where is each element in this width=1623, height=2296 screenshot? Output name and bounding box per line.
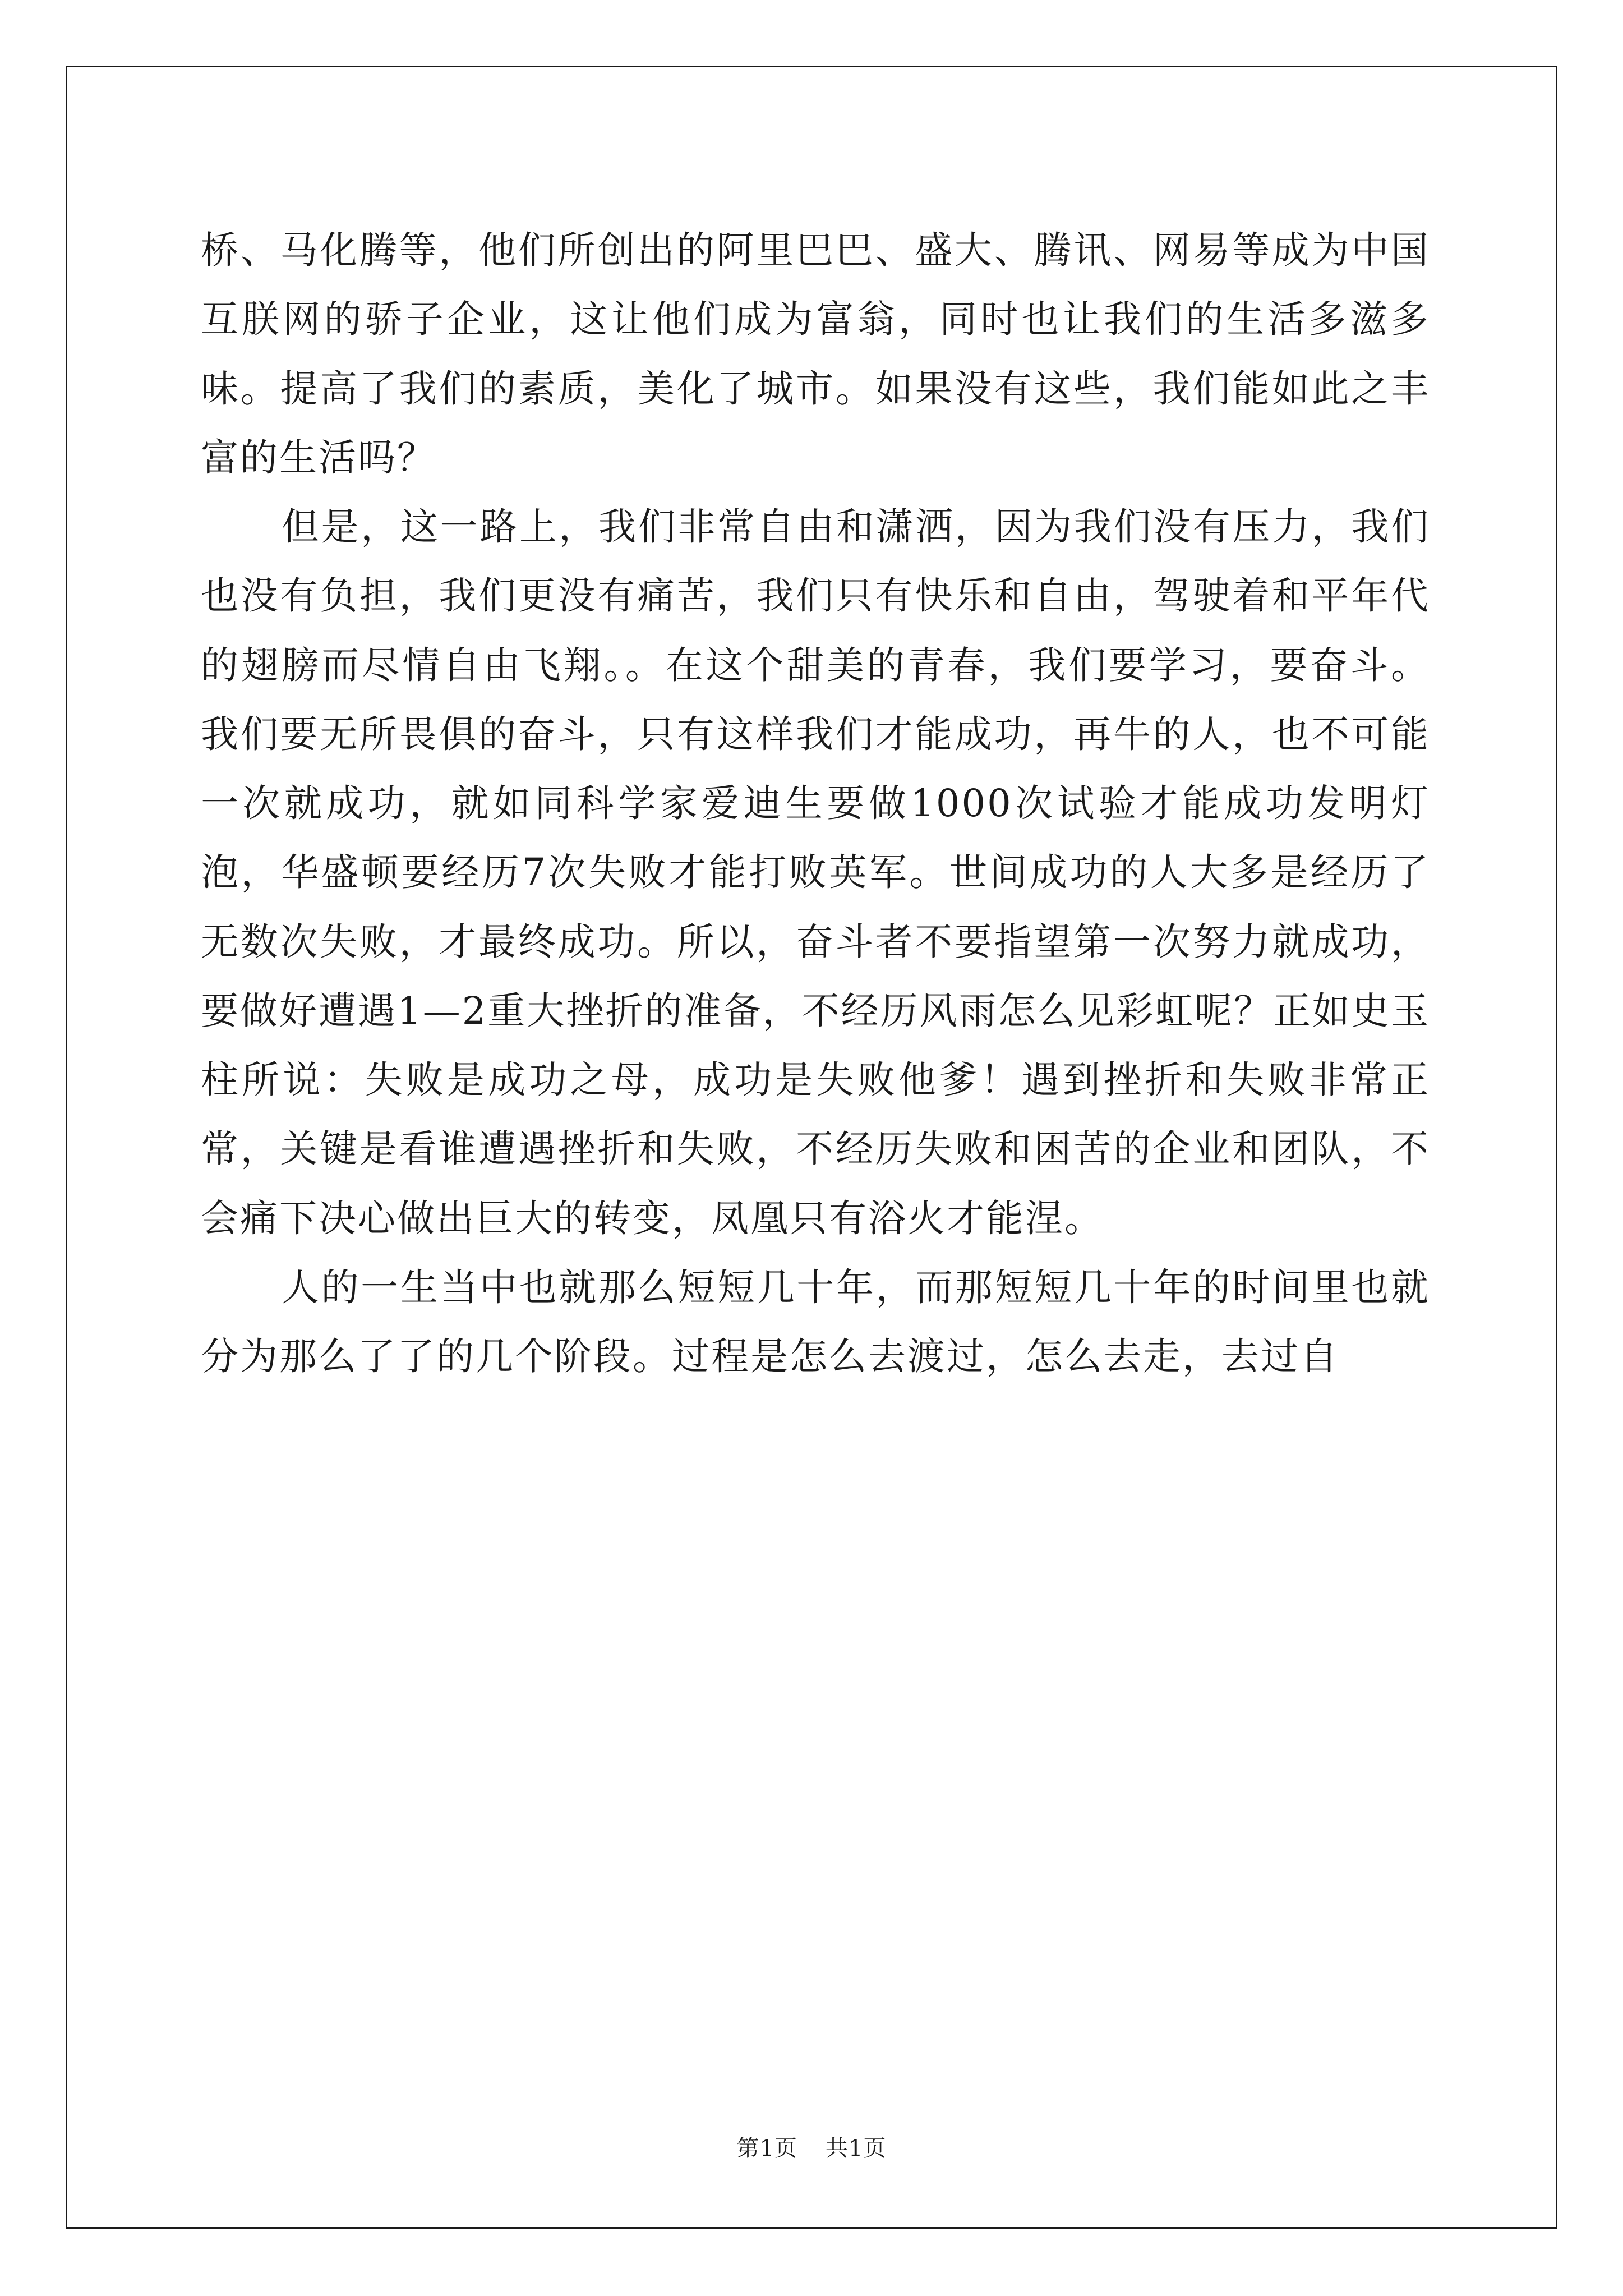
paragraph-3: 人的一生当中也就那么短短几十年，而那短短几十年的时间里也就分为那么了了的几个阶段。过程是怎么去渡过，怎么去走，去过自 — [201, 1265, 1430, 1379]
page-total: 共1页 — [826, 2136, 887, 2161]
paragraph-1: 桥、马化腾等，他们所创出的阿里巴巴、盛大、腾讯、网易等成为中国互朕网的骄子企业，这让他们成为富翁，同时也让我们的生活多滋多味。提高了我们的素质，美化了城市。如果没有这些，我们能如此之丰富的生活吗？ — [201, 228, 1430, 480]
document-body — [201, 216, 1430, 1392]
page-footer — [0, 2131, 1623, 2162]
page-number: 第1页 — [736, 2136, 797, 2161]
paragraph-2: 但是，这一路上，我们非常自由和潇洒，因为我们没有压力，我们也没有负担，我们更没有痛苦，我们只有快乐和自由，驾驶着和平年代的翅膀而尽情自由飞翔。。在这个甜美的青春，我们要学习，要奋斗。我们要无所畏俱的奋斗，只有这样我们才能成功，再牛的人，也不可能一次就成功，就如同科学家爱迪生要做1000次试验才能成功发明灯泡，华盛顿要经历7次失败才能打败英军。世间成功的人大多是经历了无数次失败，才最终成功。所以，奋斗者不要指望第一次努力就成功，要做好遭遇1—2重大挫折的准备，不经历风雨怎么见彩虹呢？正如史玉柱所说：失败是成功之母，成功是失败他爹！遇到挫折和失败非常正常，关键是看谁遭遇挫折和失败，不经历失败和困苦的企业和团队，不会痛下决心做出巨大的转变，凤凰只有浴火才能涅。 — [201, 505, 1430, 1240]
